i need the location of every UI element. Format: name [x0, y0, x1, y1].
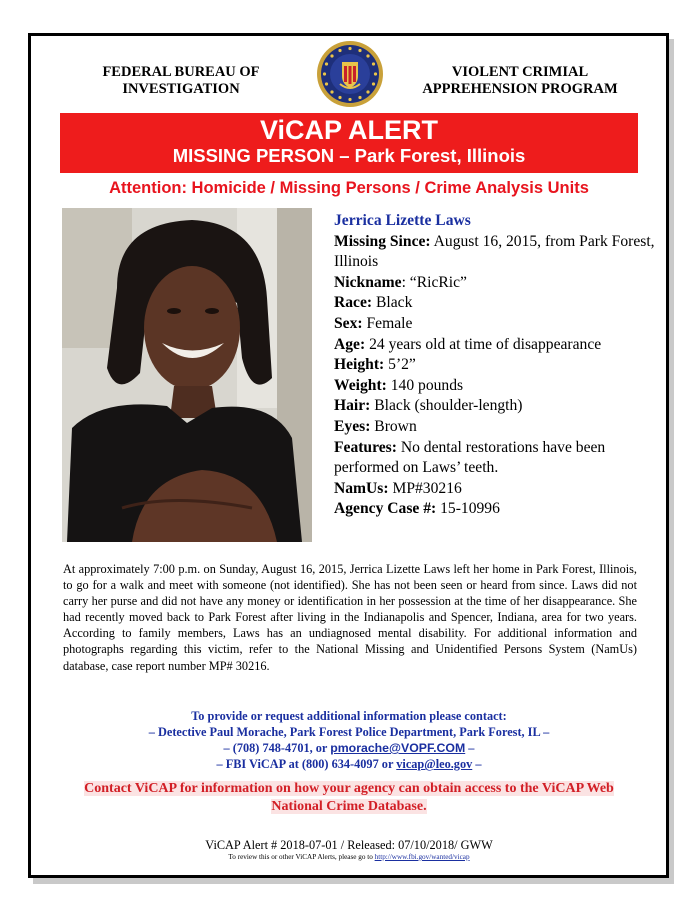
case-narrative: At approximately 7:00 p.m. on Sunday, August 16, 2015, Jerrica Lizette Laws left her home in Park Forest, Illinois, to go for a walk and meet with someone (not identified). She has not been seen or heard from since. Laws did not carry her purse and did not have any money or identification in her possession at the time of her disappearance. She had recently moved back to Park Forest after living in the Indianapolis and Spencer, Indiana, area for two years. According to family members, Laws has an undiagnosed mental disability. For additional information and photographs regarding this victim, refer to the National Missing and Unidentified Persons System (NamUs) database, case report number MP# 30216.: [63, 562, 637, 673]
missing-person-photo: [62, 208, 312, 542]
detail-label: Height:: [334, 356, 385, 374]
header-right-line1: VIOLENT CRIMIAL: [451, 64, 589, 80]
detail-field: [334, 232, 664, 273]
detail-label: Eyes:: [334, 417, 371, 435]
detail-field: [334, 273, 664, 294]
contact-vicap-text: – FBI ViCAP at (800) 634-4097 or: [216, 757, 397, 771]
detail-value: 15-10996: [436, 500, 500, 518]
detail-field: [334, 438, 664, 479]
detail-value: No dental restorations have been performed on Laws’ teeth.: [334, 438, 606, 477]
contact-detective: – Detective Paul Morache, Park Forest Police Department, Park Forest, IL –: [148, 725, 550, 739]
detail-field: [334, 499, 664, 520]
detail-value: 5’2”: [384, 356, 416, 374]
detail-label: Missing Since:: [334, 232, 431, 250]
contact-intro: To provide or request additional information please contact:: [191, 709, 507, 723]
detail-label: Features:: [334, 438, 397, 456]
detail-label: Sex:: [334, 314, 363, 332]
detail-label: Age:: [334, 335, 366, 353]
contact-phone-text: – (708) 748-4701, or: [223, 741, 331, 755]
access-notice: [60, 780, 638, 816]
alert-banner: [60, 113, 638, 173]
detail-value: August 16, 2015, from Park Forest, Illinois: [334, 232, 655, 271]
detail-label: Agency Case #:: [334, 500, 437, 518]
detail-field: [334, 396, 664, 417]
header-agency: [86, 64, 276, 98]
detail-field: [334, 376, 664, 397]
detail-field: [334, 479, 664, 500]
detail-value: Black (shoulder-length): [370, 397, 523, 415]
contact-phone-line: [60, 740, 638, 756]
alert-subtitle: MISSING PERSON – Park Forest, Illinois: [172, 145, 526, 166]
vicap-url-link[interactable]: http://www.fbi.gov/wanted/vicap: [374, 853, 470, 861]
detail-value: MP#30216: [388, 479, 462, 497]
detail-value: Female: [362, 314, 413, 332]
subject-details: [334, 211, 664, 520]
header-right-line2: APPREHENSION PROGRAM: [422, 81, 618, 97]
detail-field: [334, 314, 664, 335]
access-line2: National Crime Database.: [271, 799, 427, 814]
fbi-seal-icon: [316, 40, 384, 108]
detail-value: Black: [372, 294, 413, 312]
contact-phone-end: –: [465, 741, 475, 755]
detail-field: [334, 293, 664, 314]
attention-line: Attention: Homicide / Missing Persons / Crime Analysis Units: [109, 179, 589, 197]
detail-field: [334, 335, 664, 356]
detail-field: [334, 417, 664, 438]
release-info: ViCAP Alert # 2018-07-01 / Released: 07/10/2018/ GWW: [205, 838, 493, 852]
contact-vicap-end: –: [472, 757, 482, 771]
vicap-email-link[interactable]: vicap@leo.gov: [396, 757, 473, 771]
header-left-line1: FEDERAL BUREAU OF: [102, 64, 260, 80]
detail-label: NamUs:: [334, 479, 389, 497]
detail-label: Hair:: [334, 397, 371, 415]
detail-value: 24 years old at time of disappearance: [365, 335, 602, 353]
detail-label: Weight:: [334, 376, 387, 394]
review-note: [60, 853, 638, 861]
detail-label: Nickname: [334, 273, 402, 291]
contact-block: [60, 708, 638, 772]
detail-label: Race:: [334, 294, 373, 312]
detail-value: Brown: [370, 417, 417, 435]
contact-vicap-line: [60, 756, 638, 772]
access-line1: Contact ViCAP for information on how your agency can obtain access to the ViCAP Web: [84, 781, 614, 796]
header-program: [404, 64, 636, 98]
detective-email-link[interactable]: pmorache@VOPF.COM: [330, 741, 466, 755]
subject-name: Jerrica Lizette Laws: [334, 212, 471, 229]
detail-value: : “RicRic”: [401, 273, 467, 291]
detail-field: [334, 355, 664, 376]
alert-title: ViCAP ALERT: [259, 115, 439, 145]
header-left-line2: INVESTIGATION: [122, 81, 240, 97]
detail-value: 140 pounds: [386, 376, 464, 394]
review-text: To review this or other ViCAP Alerts, please go to: [228, 853, 375, 861]
